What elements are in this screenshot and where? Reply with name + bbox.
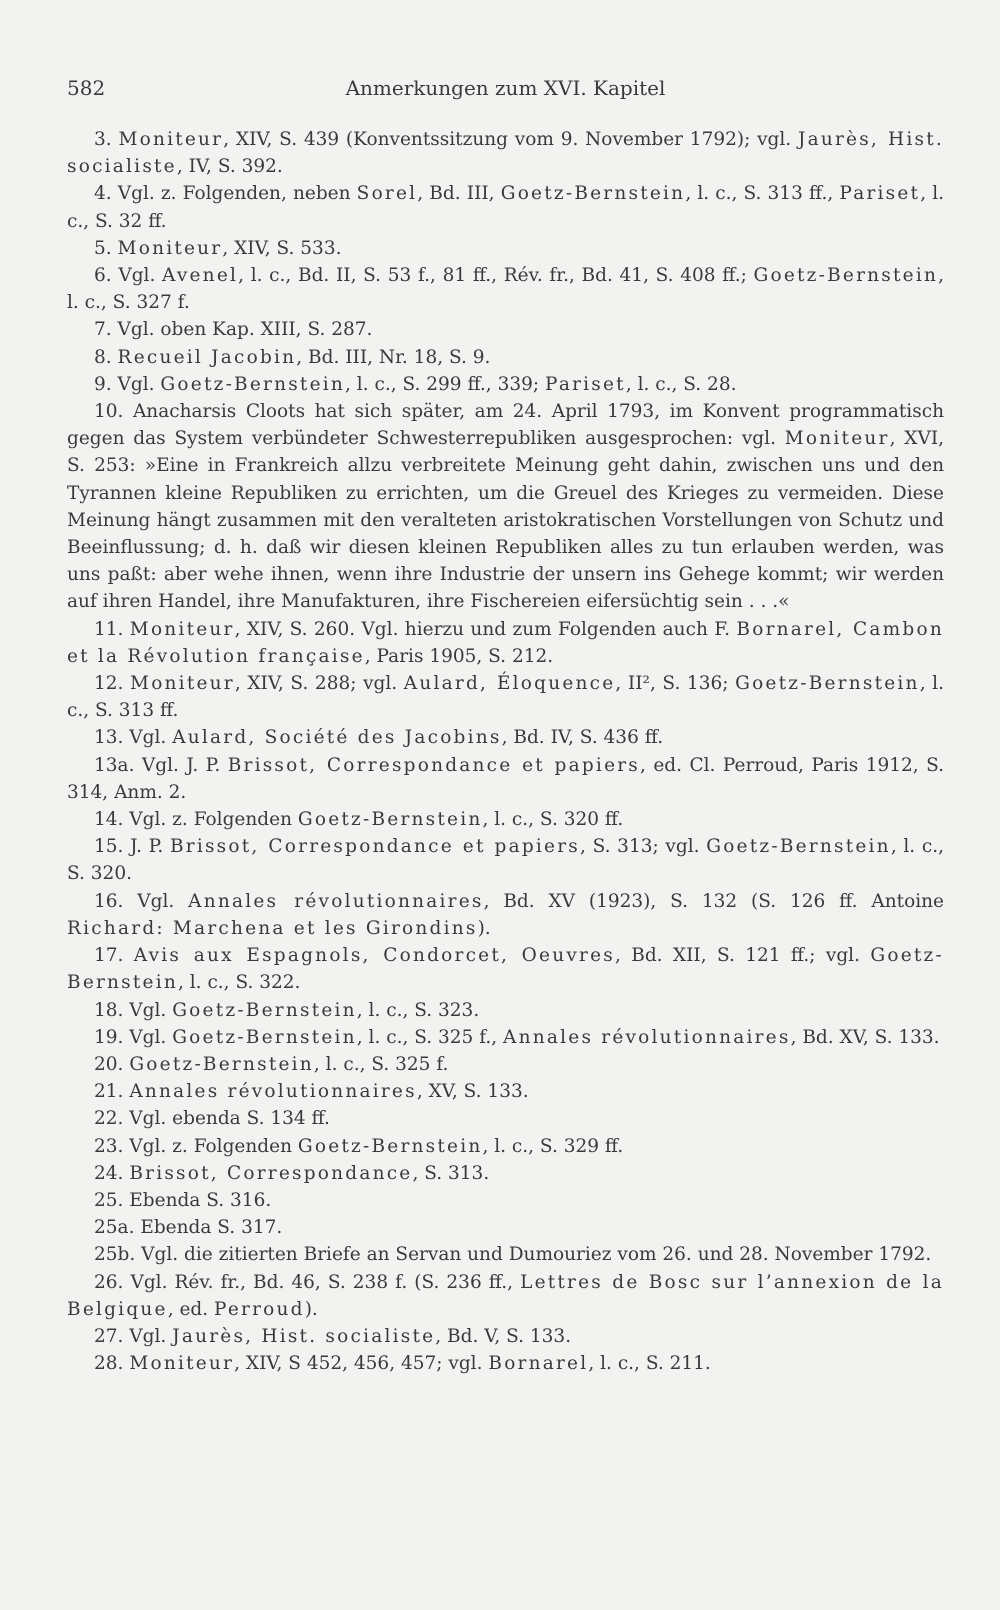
spaced-name: Jaurès, Hist. socialiste	[67, 129, 944, 178]
spaced-name: Goetz-Bernstein	[297, 1135, 483, 1157]
endnote	[67, 371, 944, 398]
note-text: 28.	[94, 1353, 130, 1375]
note-text: , l. c., S. 313 ff.,	[685, 183, 840, 205]
endnote	[67, 262, 944, 316]
endnote	[67, 1024, 944, 1051]
note-text: , l. c., S. 329 ff.	[482, 1135, 624, 1157]
note-text: , Bd. V, S. 133.	[435, 1325, 572, 1347]
note-text: , ed. Cl. Perroud, Paris 1912, S. 314, Anm. 2.	[67, 754, 945, 803]
note-text: , l. c., S. 325 f.	[313, 1053, 449, 1075]
spaced-name: Goetz-Bernstein	[500, 183, 686, 205]
spaced-name: Perroud	[214, 1298, 305, 1320]
note-text: , Paris 1905, S. 212.	[364, 645, 554, 667]
spaced-name: Goetz-Bernstein	[67, 945, 944, 994]
note-text: 13a. Vgl. J. P.	[94, 754, 228, 776]
note-text: , Bd. XV (1923), S. 132 (S. 126 ff. Antoine	[483, 890, 944, 912]
endnote	[67, 344, 944, 371]
endnote	[67, 398, 944, 616]
note-text: , Bd. III,	[417, 183, 501, 205]
note-text: 22. Vgl. ebenda S. 134 ff.	[94, 1108, 330, 1130]
note-text: 5.	[94, 237, 118, 259]
endnote	[67, 616, 944, 670]
spaced-name: Goetz-Bernstein	[753, 265, 939, 287]
note-text: 8.	[94, 346, 118, 368]
note-text: , l. c., S. 323.	[356, 999, 480, 1021]
note-text: , l. c., S. 299 ff., 339;	[345, 373, 545, 395]
endnote	[67, 806, 944, 833]
endnote	[67, 888, 944, 942]
note-text: 17.	[94, 945, 134, 967]
spaced-name: Jaurès, Hist. socialiste	[172, 1325, 436, 1347]
spaced-name: Richard: Marchena et les Girondins	[67, 917, 478, 939]
note-text: , Bd. IV, S. 436 ff.	[501, 727, 664, 749]
note-text: ).	[304, 1298, 318, 1320]
note-text: 24.	[94, 1162, 130, 1184]
spaced-name: Goetz-Bernstein	[129, 1053, 314, 1075]
spaced-name: Goetz-Bernstein	[706, 836, 891, 858]
note-text: 27. Vgl.	[94, 1325, 173, 1347]
endnote	[67, 942, 944, 996]
endnote	[67, 1241, 944, 1268]
note-text: , XIV, S. 260. Vgl. hierzu und zum Folgenden auch F.	[234, 618, 737, 640]
note-text: , II², S. 136;	[615, 673, 736, 695]
spaced-name: Moniteur	[129, 618, 235, 640]
endnote	[67, 1051, 944, 1078]
endnote	[67, 1187, 944, 1214]
note-text: , l. c., S. 28.	[625, 373, 737, 395]
endnote	[67, 724, 944, 751]
note-text: , XV, S. 133.	[416, 1081, 529, 1103]
spaced-name: Avenel	[162, 265, 239, 287]
spaced-name: Aulard, Société des Jacobins	[172, 727, 502, 749]
endnote	[67, 1105, 944, 1132]
note-text: 15. J. P.	[94, 836, 170, 858]
running-title: Anmerkungen zum XVI. Kapitel	[345, 76, 666, 100]
note-text: 19. Vgl.	[94, 1026, 173, 1048]
note-text: , Bd. III, Nr. 18, S. 9.	[296, 346, 491, 368]
page-number: 582	[67, 76, 106, 100]
note-text: 25b. Vgl. die zitierten Briefe an Servan und Dumouriez vom 26. und 28. November 1792.	[94, 1244, 932, 1266]
endnote	[67, 316, 944, 343]
spaced-name: Bornarel	[488, 1353, 589, 1375]
note-text: , l. c., S. 313 ff.	[67, 673, 944, 722]
note-text: , S. 313; vgl.	[580, 836, 707, 858]
note-text: 12.	[94, 673, 131, 695]
note-text: ).	[477, 917, 491, 939]
note-text: , l. c., S. 325 f.,	[356, 1026, 504, 1048]
spaced-name: Goetz-Bernstein	[172, 999, 357, 1021]
note-text: 14. Vgl. z. Folgenden	[94, 809, 298, 831]
note-text: 9. Vgl.	[94, 373, 161, 395]
note-text: 13. Vgl.	[94, 727, 173, 749]
endnote	[67, 670, 944, 724]
spaced-name: Goetz-Bernstein	[160, 373, 346, 395]
note-text: 16. Vgl.	[94, 890, 189, 912]
endnote	[67, 997, 944, 1024]
note-text: 23. Vgl. z. Folgenden	[94, 1135, 298, 1157]
page-header	[67, 76, 944, 106]
note-text: 6. Vgl.	[94, 265, 163, 287]
note-text: 18. Vgl.	[94, 999, 173, 1021]
endnote	[67, 180, 944, 234]
note-text: , Bd. XV, S. 133.	[790, 1026, 940, 1048]
endnote	[67, 1323, 944, 1350]
note-text: 21.	[94, 1081, 130, 1103]
note-text: , Bd. XII, S. 121 ff.; vgl.	[614, 945, 871, 967]
note-text: , l. c., S. 320.	[67, 836, 944, 885]
spaced-name: Aulard, Éloquence	[403, 673, 616, 695]
note-text: , ed.	[167, 1298, 215, 1320]
endnote	[67, 1269, 944, 1323]
note-text: , l. c., S. 322.	[178, 972, 301, 994]
spaced-name: Moniteur	[129, 1353, 235, 1375]
note-text: , IV, S. 392.	[176, 156, 283, 178]
spaced-name: Goetz-Bernstein	[297, 809, 483, 831]
note-text: 4. Vgl. z. Folgenden, neben	[94, 183, 357, 205]
note-text: , l. c., S. 320 ff.	[482, 809, 624, 831]
note-text: 3.	[94, 129, 119, 150]
spaced-name: Lettres de Bosc sur l’annexion de la Belgique	[67, 1271, 945, 1320]
spaced-name: Recueil Jacobin	[117, 346, 297, 368]
note-text: 10. Anacharsis Cloots hat sich später, am 24. April 1793, im Konvent programmatisch gegen das System verbündeter Schwesterrepubliken ausgesprochen: vgl.	[67, 401, 944, 450]
spaced-name: Brissot, Correspondance et papiers	[227, 754, 641, 776]
endnote	[67, 1078, 944, 1105]
spaced-name: Brissot, Correspondance et papiers	[169, 836, 581, 858]
note-text: , XIV, S 452, 456, 457; vgl.	[234, 1353, 489, 1375]
note-text: , l. c., Bd. II, S. 53 f., 81 ff., Rév. fr., Bd. 41, S. 408 ff.;	[238, 265, 754, 287]
endnote	[67, 833, 944, 887]
spaced-name: Moniteur	[117, 237, 223, 259]
endnote	[67, 126, 944, 180]
spaced-name: Moniteur	[130, 673, 235, 695]
endnote	[67, 1350, 944, 1377]
endnote	[67, 1160, 944, 1187]
spaced-name: Moniteur	[118, 129, 224, 150]
endnote	[67, 1214, 944, 1241]
spaced-name: Annales révolutionnaires	[503, 1026, 791, 1048]
spaced-name: Moniteur	[784, 428, 890, 450]
note-text: 25a. Ebenda S. 317.	[94, 1217, 283, 1239]
note-text: , l. c., S. 32 ff.	[67, 183, 944, 232]
spaced-name: Annales révolutionnaires	[129, 1081, 417, 1103]
endnote	[67, 1133, 944, 1160]
note-text: 25. Ebenda S. 316.	[94, 1189, 272, 1211]
note-text: , l. c., S. 211.	[588, 1353, 711, 1375]
note-text: 11.	[94, 618, 130, 640]
spaced-name: Goetz-Bernstein	[172, 1026, 357, 1048]
note-text: , l. c., S. 327 f.	[67, 265, 944, 314]
note-text: , XVI, S. 253: »Eine in Frankreich allzu verbreitete Meinung geht dahin, zwischen uns und den Tyrannen kleine Republiken zu errichten, um die Greuel des Krieges zu vermeiden. Diese Meinung hängt zusammen mit den veralteten aristokratischen Vorstellungen von Schutz und Beeinflussung; d. h. daß wir diesen kleinen Republiken alles zu tun erlauben werden, was uns paßt: aber wehe ihnen, wenn ihre Industrie der unsern ins Gehege kommt; wir werden auf ihren Handel, ihre Manufakturen, ihre Fischereien eifersüchtig sein . . .«	[67, 428, 945, 613]
spaced-name: Goetz-Bernstein	[735, 673, 920, 695]
spaced-name: Pariset	[545, 373, 626, 395]
note-text: , XIV, S. 533.	[222, 237, 342, 259]
endnotes-list	[67, 126, 944, 1377]
note-text: 20.	[94, 1053, 130, 1075]
endnote	[67, 235, 944, 262]
spaced-name: Brissot, Correspondance	[129, 1162, 413, 1184]
spaced-name: Annales révolutionnaires	[188, 890, 484, 912]
spaced-name: Pariset	[839, 183, 921, 205]
spaced-name: Avis aux Espagnols, Condorcet, Oeuvres	[133, 945, 615, 967]
note-text: , S. 313.	[412, 1162, 490, 1184]
endnote	[67, 752, 944, 806]
note-text: , XIV, S. 288; vgl.	[234, 673, 404, 695]
spaced-name: Bornarel, Cambon et la Révolution française	[67, 618, 944, 667]
note-text: 7. Vgl. oben Kap. XIII, S. 287.	[94, 319, 373, 341]
note-text: , XIV, S. 439 (Konventssitzung vom 9. November 1792); vgl.	[223, 129, 798, 150]
spaced-name: Sorel	[356, 183, 418, 205]
note-text: 26. Vgl. Rév. fr., Bd. 46, S. 238 f. (S. 236 ff.,	[94, 1271, 521, 1293]
